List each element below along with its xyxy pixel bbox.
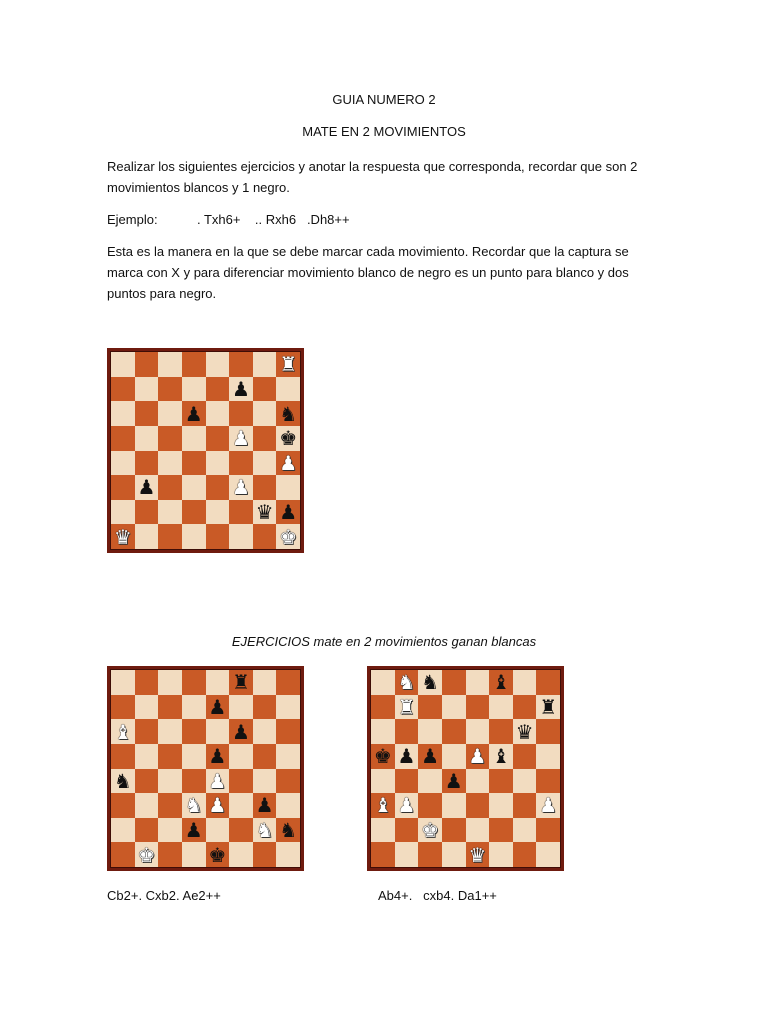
board-square <box>206 500 230 525</box>
exercise-1-chessboard <box>107 666 304 871</box>
board-square <box>182 377 206 402</box>
board-square <box>111 769 135 794</box>
board-square <box>182 451 206 476</box>
white-pawn-icon: ♟ <box>397 793 416 818</box>
board-square <box>536 719 560 744</box>
white-bishop-icon: ♝ <box>113 719 132 744</box>
board-square <box>276 719 300 744</box>
white-king-icon: ♚ <box>421 818 440 843</box>
board-square <box>111 352 135 377</box>
white-pawn-icon: ♟ <box>208 793 227 818</box>
board-square <box>158 695 182 720</box>
board-square <box>253 426 277 451</box>
black-bishop-icon: ♝ <box>491 670 510 695</box>
board-square <box>158 401 182 426</box>
board-square <box>111 719 135 744</box>
board-square <box>442 842 466 867</box>
board-square <box>135 352 159 377</box>
black-knight-icon: ♞ <box>421 670 440 695</box>
board-square <box>229 377 253 402</box>
board-square <box>158 670 182 695</box>
black-knight-icon: ♞ <box>279 818 298 843</box>
board-square <box>276 793 300 818</box>
board-square <box>158 842 182 867</box>
board-square <box>206 426 230 451</box>
board-square <box>513 793 537 818</box>
board-square <box>206 719 230 744</box>
board-square <box>442 719 466 744</box>
board-square <box>229 793 253 818</box>
black-pawn-icon: ♟ <box>255 793 274 818</box>
board-square <box>158 451 182 476</box>
board-square <box>135 842 159 867</box>
board-square <box>111 670 135 695</box>
white-rook-icon: ♜ <box>397 694 416 719</box>
board-square <box>276 352 300 377</box>
board-square <box>229 524 253 549</box>
board-square <box>135 426 159 451</box>
board-square <box>229 670 253 695</box>
board-square <box>229 500 253 525</box>
board-square <box>206 695 230 720</box>
white-pawn-icon: ♟ <box>539 793 558 818</box>
board-square <box>418 744 442 769</box>
board-square <box>182 793 206 818</box>
board-square <box>111 818 135 843</box>
board-square <box>253 769 277 794</box>
board-square <box>513 670 537 695</box>
board-square <box>489 793 513 818</box>
board-square <box>135 524 159 549</box>
board-square <box>135 769 159 794</box>
board-square <box>111 744 135 769</box>
exercise-1-answer: Cb2+. Cxb2. Ae2++ <box>107 888 221 903</box>
board-square <box>371 719 395 744</box>
board-square <box>536 769 560 794</box>
board-square <box>206 352 230 377</box>
white-bishop-icon: ♝ <box>373 793 392 818</box>
board-square <box>489 695 513 720</box>
board-square <box>395 769 419 794</box>
board-square <box>229 719 253 744</box>
board-square <box>182 769 206 794</box>
board-square <box>206 818 230 843</box>
board-square <box>229 451 253 476</box>
black-pawn-icon: ♟ <box>444 768 463 793</box>
black-king-icon: ♚ <box>208 842 227 867</box>
board-square <box>395 695 419 720</box>
board-square <box>182 818 206 843</box>
board-square <box>466 695 490 720</box>
board-square <box>182 719 206 744</box>
white-rook-icon: ♜ <box>279 352 298 377</box>
white-knight-icon: ♞ <box>255 818 274 843</box>
black-pawn-icon: ♟ <box>279 500 298 525</box>
board-square <box>513 818 537 843</box>
board-square <box>418 695 442 720</box>
board-square <box>253 500 277 525</box>
board-square <box>253 352 277 377</box>
board-square <box>395 670 419 695</box>
board-square <box>395 793 419 818</box>
board-square <box>466 818 490 843</box>
board-square <box>371 818 395 843</box>
board-square <box>111 475 135 500</box>
board-square <box>206 670 230 695</box>
black-queen-icon: ♛ <box>515 719 534 744</box>
black-pawn-icon: ♟ <box>208 694 227 719</box>
board-square <box>229 426 253 451</box>
board-square <box>513 744 537 769</box>
white-knight-icon: ♞ <box>397 670 416 695</box>
exercise-2-answer: Ab4+. cxb4. Da1++ <box>378 888 497 903</box>
board-square <box>158 426 182 451</box>
board-square <box>489 769 513 794</box>
board-square <box>513 842 537 867</box>
board-square <box>276 818 300 843</box>
board-square <box>253 818 277 843</box>
board-square <box>276 475 300 500</box>
board-square <box>536 793 560 818</box>
board-square <box>489 818 513 843</box>
board-square <box>182 426 206 451</box>
board-square <box>206 475 230 500</box>
board-square <box>253 695 277 720</box>
board-square <box>466 842 490 867</box>
board-square <box>158 818 182 843</box>
board-square <box>158 793 182 818</box>
board-square <box>135 500 159 525</box>
board-square <box>182 842 206 867</box>
board-square <box>489 719 513 744</box>
white-pawn-icon: ♟ <box>279 450 298 475</box>
board-square <box>536 695 560 720</box>
board-square <box>111 793 135 818</box>
board-square <box>466 769 490 794</box>
black-king-icon: ♚ <box>279 426 298 451</box>
board-square <box>135 401 159 426</box>
board-square <box>276 401 300 426</box>
board-square <box>253 719 277 744</box>
board-square <box>395 842 419 867</box>
board-square <box>111 451 135 476</box>
board-square <box>135 719 159 744</box>
board-square <box>418 793 442 818</box>
board-square <box>229 744 253 769</box>
board-square <box>206 744 230 769</box>
board-square <box>466 744 490 769</box>
black-rook-icon: ♜ <box>231 670 250 695</box>
board-square <box>442 695 466 720</box>
board-square <box>276 769 300 794</box>
board-square <box>489 842 513 867</box>
board-square <box>253 744 277 769</box>
board-square <box>418 670 442 695</box>
white-queen-icon: ♛ <box>468 842 487 867</box>
black-pawn-icon: ♟ <box>231 719 250 744</box>
board-square <box>111 401 135 426</box>
board-square <box>513 719 537 744</box>
board-square <box>111 377 135 402</box>
board-square <box>371 695 395 720</box>
black-pawn-icon: ♟ <box>231 376 250 401</box>
board-square <box>418 818 442 843</box>
board-square <box>229 695 253 720</box>
white-pawn-icon: ♟ <box>468 744 487 769</box>
black-bishop-icon: ♝ <box>491 744 510 769</box>
board-square <box>276 451 300 476</box>
board-square <box>206 451 230 476</box>
board-square <box>253 524 277 549</box>
board-square <box>395 744 419 769</box>
black-pawn-icon: ♟ <box>184 818 203 843</box>
board-square <box>489 744 513 769</box>
black-king-icon: ♚ <box>373 744 392 769</box>
board-square <box>276 744 300 769</box>
board-square <box>229 401 253 426</box>
board-square <box>371 793 395 818</box>
board-square <box>276 524 300 549</box>
board-square <box>135 744 159 769</box>
board-square <box>135 451 159 476</box>
board-square <box>253 475 277 500</box>
board-square <box>276 377 300 402</box>
white-knight-icon: ♞ <box>184 793 203 818</box>
board-square <box>182 744 206 769</box>
black-rook-icon: ♜ <box>539 694 558 719</box>
board-square <box>536 842 560 867</box>
board-square <box>182 475 206 500</box>
white-queen-icon: ♛ <box>113 524 132 549</box>
board-square <box>371 842 395 867</box>
board-square <box>206 769 230 794</box>
board-square <box>229 818 253 843</box>
board-square <box>442 793 466 818</box>
board-square <box>276 670 300 695</box>
board-square <box>206 401 230 426</box>
board-square <box>253 670 277 695</box>
black-pawn-icon: ♟ <box>137 475 156 500</box>
board-square <box>371 670 395 695</box>
board-square <box>253 793 277 818</box>
board-square <box>276 426 300 451</box>
board-square <box>442 818 466 843</box>
board-square <box>442 769 466 794</box>
board-square <box>466 793 490 818</box>
board-square <box>418 769 442 794</box>
board-square <box>182 401 206 426</box>
board-square <box>395 719 419 744</box>
board-square <box>253 451 277 476</box>
board-square <box>111 500 135 525</box>
board-square <box>158 744 182 769</box>
board-square <box>135 818 159 843</box>
page-subtitle: MATE EN 2 MOVIMIENTOS <box>302 124 466 139</box>
black-knight-icon: ♞ <box>279 401 298 426</box>
board-square <box>253 842 277 867</box>
board-square <box>395 818 419 843</box>
board-square <box>489 670 513 695</box>
board-square <box>206 842 230 867</box>
black-knight-icon: ♞ <box>113 768 132 793</box>
board-square <box>371 769 395 794</box>
board-square <box>206 524 230 549</box>
black-pawn-icon: ♟ <box>184 401 203 426</box>
board-square <box>111 842 135 867</box>
exercise-2-chessboard <box>367 666 564 871</box>
board-square <box>158 719 182 744</box>
board-square <box>158 475 182 500</box>
board-square <box>536 670 560 695</box>
board-square <box>182 352 206 377</box>
board-square <box>371 744 395 769</box>
page-title: GUIA NUMERO 2 <box>332 92 436 107</box>
example-chessboard <box>107 348 304 553</box>
board-square <box>158 500 182 525</box>
board-square <box>418 842 442 867</box>
exercises-heading: EJERCICIOS mate en 2 movimientos ganan blancas <box>231 634 537 649</box>
example-moves: . Txh6+ .. Rxh6 .Dh8++ <box>197 212 350 227</box>
board-square <box>418 719 442 744</box>
board-square <box>276 500 300 525</box>
white-king-icon: ♚ <box>137 842 156 867</box>
board-square <box>111 695 135 720</box>
board-square <box>135 475 159 500</box>
board-square <box>158 352 182 377</box>
board-square <box>466 670 490 695</box>
board-square <box>442 670 466 695</box>
board-square <box>276 842 300 867</box>
board-square <box>513 769 537 794</box>
white-pawn-icon: ♟ <box>231 426 250 451</box>
black-pawn-icon: ♟ <box>397 744 416 769</box>
board-square <box>111 426 135 451</box>
board-square <box>135 793 159 818</box>
board-square <box>111 524 135 549</box>
black-pawn-icon: ♟ <box>421 744 440 769</box>
board-square <box>135 695 159 720</box>
board-square <box>229 352 253 377</box>
board-square <box>276 695 300 720</box>
board-square <box>158 377 182 402</box>
explanation-text: Esta es la manera en la que se debe marcar cada movimiento. Recordar que la captura se marca con X y para diferenciar movimiento blanco de negro es un punto para blanco y dos puntos para negro. <box>107 244 629 301</box>
board-square <box>182 695 206 720</box>
board-square <box>182 670 206 695</box>
board-square <box>536 744 560 769</box>
board-square <box>513 695 537 720</box>
instructions-text: Realizar los siguientes ejercicios y anotar la respuesta que corresponda, recordar que son 2 movimientos blancos y 1 negro. <box>107 159 638 195</box>
board-square <box>229 769 253 794</box>
board-square <box>229 842 253 867</box>
board-square <box>158 769 182 794</box>
board-square <box>253 377 277 402</box>
white-pawn-icon: ♟ <box>231 475 250 500</box>
board-square <box>253 401 277 426</box>
white-king-icon: ♚ <box>279 524 298 549</box>
white-pawn-icon: ♟ <box>208 768 227 793</box>
black-pawn-icon: ♟ <box>208 744 227 769</box>
board-square <box>206 377 230 402</box>
board-square <box>536 818 560 843</box>
board-square <box>466 719 490 744</box>
board-square <box>442 744 466 769</box>
black-queen-icon: ♛ <box>255 500 274 525</box>
board-square <box>182 500 206 525</box>
board-square <box>229 475 253 500</box>
board-square <box>206 793 230 818</box>
example-label: Ejemplo: <box>107 212 158 227</box>
board-square <box>135 670 159 695</box>
board-square <box>182 524 206 549</box>
board-square <box>158 524 182 549</box>
board-square <box>135 377 159 402</box>
